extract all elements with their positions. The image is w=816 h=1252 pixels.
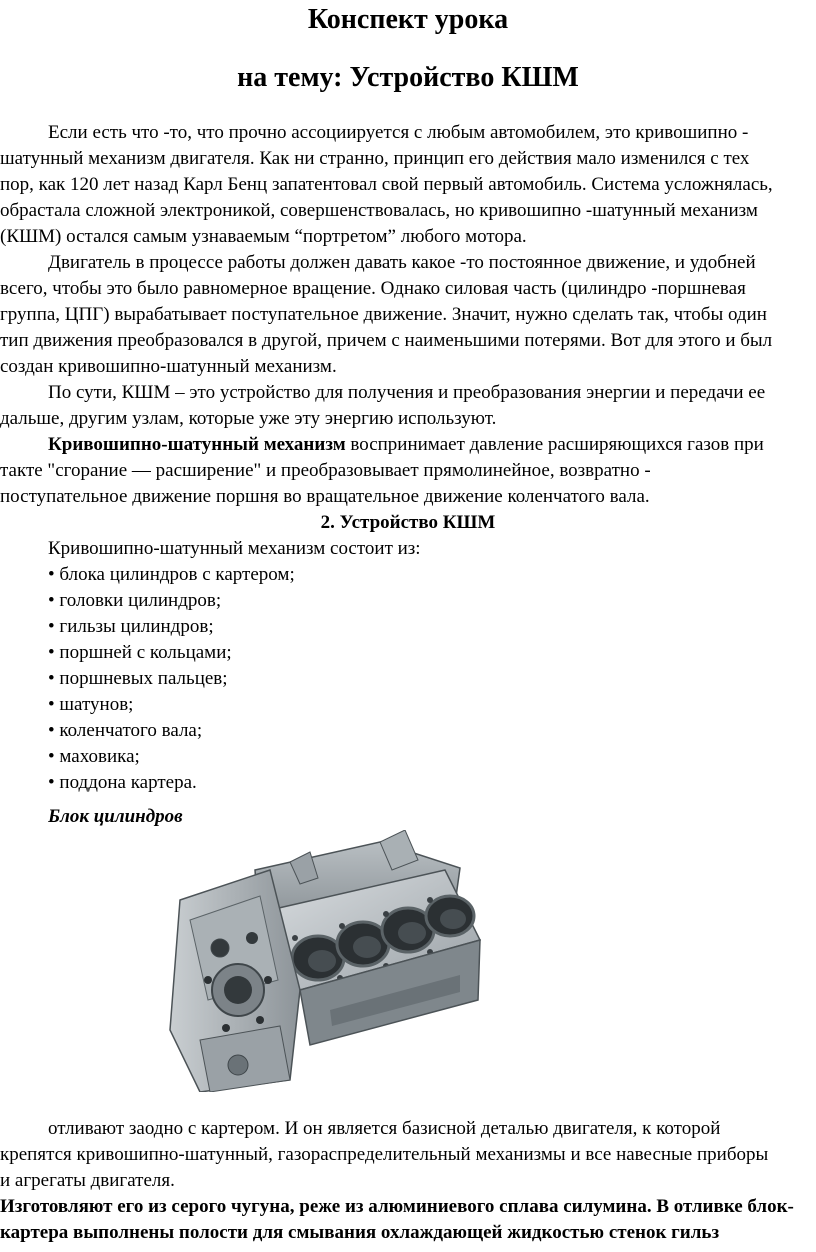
bold-term: Кривошипно-шатунный механизм (48, 434, 346, 455)
page-title: Конспект урока (307, 4, 509, 35)
subheading: Блок цилиндров (48, 806, 183, 827)
paragraph-1-line: обрастала сложной электроникой, совершенствовалась, но кривошипно -шатунный механизм (0, 200, 758, 221)
paragraph-4-line (48, 432, 816, 458)
paragraph-2-line: тип движения преобразовался в другой, причем с наименьшими потерями. Вот для этого и был (0, 330, 773, 351)
list-item: • маховика; (48, 746, 140, 767)
list-item: • головки цилиндров; (48, 590, 222, 611)
paragraph-1-line: шатунный механизм двигателя. Как ни странно, принцип его действия мало изменился с тех (0, 148, 750, 169)
paragraph-6-line: Изготовляют его из серого чугуна, реже из алюминиевого сплава силумина. В отливке блок- (0, 1196, 794, 1217)
list-item: • коленчатого вала; (48, 720, 203, 741)
paragraph-2-line: всего, чтобы это было равномерное вращение. Однако силовая часть (цилиндро -поршневая (0, 278, 746, 299)
list-intro: Кривошипно-шатунный механизм состоит из: (48, 538, 421, 559)
paragraph-4-line: поступательное движение поршня во вращательное движение коленчатого вала. (0, 486, 650, 507)
page-subtitle: на тему: Устройство КШМ (237, 62, 579, 93)
paragraph-3-line: дальше, другим узлам, которые уже эту энергию используют. (0, 408, 497, 429)
engine-block-image (160, 830, 500, 1092)
paragraph-1-line: (КШМ) остался самым узнаваемым “портретом” любого мотора. (0, 226, 527, 247)
paragraph-4-text: воспринимает давление расширяющихся газов при (345, 434, 764, 455)
list-item: • поддона картера. (48, 772, 197, 793)
paragraph-6-line: картера выполнены полости для смывания охлаждающей жидкостью стенок гильз (0, 1222, 720, 1243)
paragraph-4-line: такте "сгорание — расширение" и преобразовывает прямолинейное, возвратно - (0, 460, 651, 481)
paragraph-2-line: группа, ЦПГ) вырабатывает поступательное движение. Значит, нужно сделать так, чтобы один (0, 304, 767, 325)
paragraph-5-line: отливают заодно с картером. И он является базисной деталью двигателя, к которой (48, 1118, 721, 1139)
paragraph-5-line: крепятся кривошипно-шатунный, газораспределительный механизмы и все навесные приборы (0, 1144, 769, 1165)
paragraph-5-line: и агрегаты двигателя. (0, 1170, 175, 1191)
section-heading: 2. Устройство КШМ (320, 512, 496, 533)
paragraph-2-line: Двигатель в процессе работы должен давать какое -то постоянное движение, и удобней (48, 252, 756, 273)
paragraph-3-line: По сути, КШМ – это устройство для получения и преобразования энергии и передачи ее (48, 382, 766, 403)
list-item: • шатунов; (48, 694, 134, 715)
paragraph-1-line: пор, как 120 лет назад Карл Бенц запатентовал свой первый автомобиль. Система усложнялась, (0, 174, 773, 195)
paragraph-2-line: создан кривошипно-шатунный механизм. (0, 356, 337, 377)
list-item: • поршней с кольцами; (48, 642, 232, 663)
paragraph-1-line: Если есть что -то, что прочно ассоциируется с любым автомобилем, это кривошипно - (48, 122, 749, 143)
list-item: • гильзы цилиндров; (48, 616, 214, 637)
list-item: • поршневых пальцев; (48, 668, 228, 689)
list-item: • блока цилиндров с картером; (48, 564, 295, 585)
